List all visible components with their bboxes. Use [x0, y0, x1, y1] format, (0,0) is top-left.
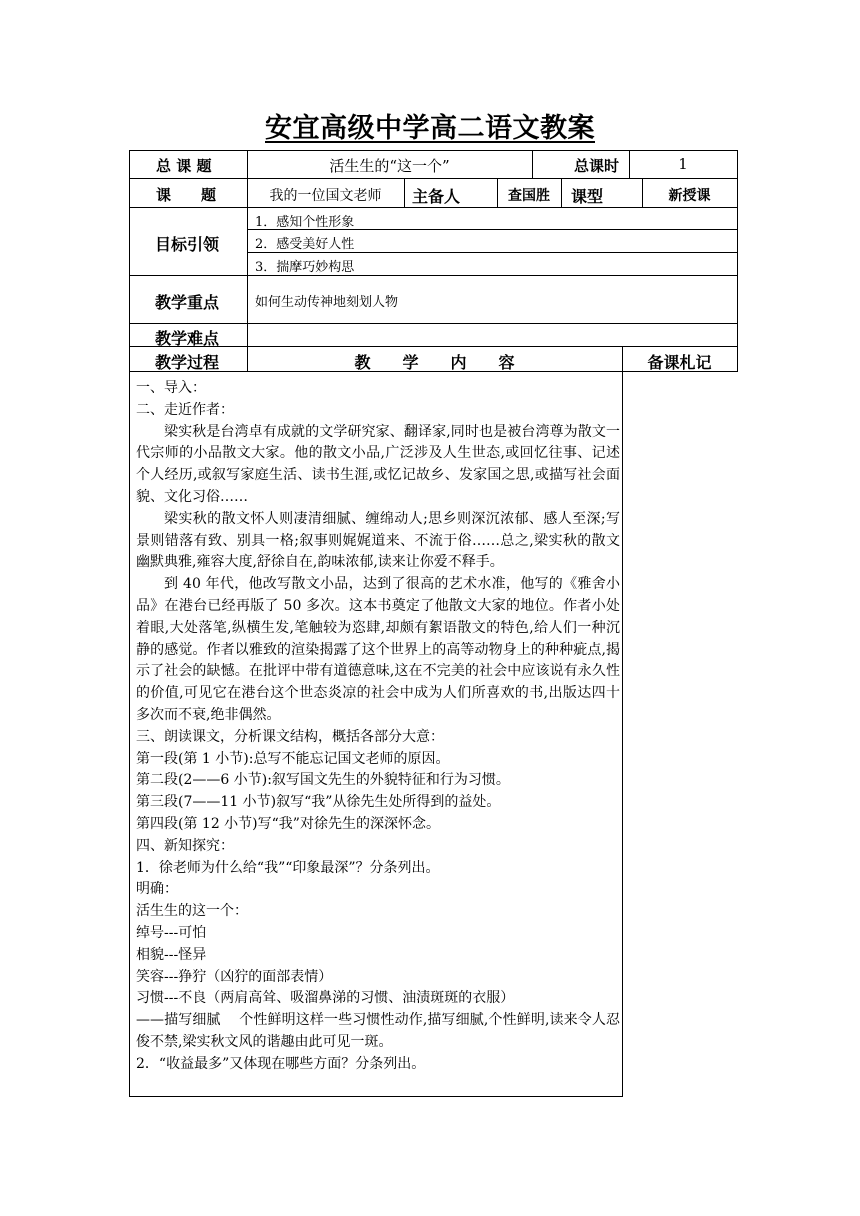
- content-line: 第三段(7——11 小节)叙写“我”从徐先生处所得到的益处。: [136, 794, 501, 811]
- total-topic-value: 活生生的“这一个”: [329, 157, 450, 175]
- content-line: 笑容---狰狞（凶狞的面部表情）: [136, 968, 333, 985]
- content-paragraph: 梁实秋是台湾卓有成就的文学研究家、翻译家,同时也是被台湾尊为散文一代宗师的小品散文大家。他的散文小品,广泛涉及人生世态,或回忆往事、记述个人经历,或叙写家庭生活、读书生涯,或忆记故乡、发家国之思,或描写社会面貌、文化习俗……: [136, 423, 620, 505]
- content-paragraph: 梁实秋的散文怀人则凄清细腻、缠绵动人;思乡则深沉浓郁、感人至深;写景则错落有致、别具一格;叙事则娓娓道来、不流于俗……总之,梁实秋的散文幽默典雅,雍容大度,舒徐自在,韵味浓郁,读来让你爱不释手。: [136, 510, 620, 571]
- lesson-type-value: 新授课: [668, 188, 711, 204]
- content-line: 第四段(第 12 小节)写“我”对徐先生的深深怀念。: [136, 815, 440, 832]
- preparer-label: 主备人: [412, 187, 461, 206]
- topic-label: 课 题: [156, 186, 217, 204]
- content-line: 第二段(2——6 小节):叙写国文先生的外貌特征和行为习惯。: [136, 772, 510, 789]
- content-paragraph: 到 40 年代，他改写散文小品，达到了很高的艺术水准，他写的《雅舍小品》在港台已经再版了 50 多次。这本书奠定了他散文大家的地位。作者小处着眼,大处落笔,纵横生发,笔触较为恣肆,却颇有絮语散文的特色,给人们一种沉静的感觉。作者以雅致的渲染揭露了这个世界上的高等动物身上的种种疵点,揭示了社会的缺憾。在批评中带有道德意味,这在不完美的社会中应该说有永久性的价值,可见它在港台这个世态炎凉的社会中成为人们所喜欢的书,出版达四十多次而不衰,绝非偶然。: [136, 576, 620, 723]
- content-line: 第一段(第 1 小节):总写不能忘记国文老师的原因。: [136, 750, 450, 767]
- page-title: 安宜高级中学高二语文教案: [265, 113, 595, 144]
- content-line: ——描写细腻 个性鲜明这样一些习惯性动作,描写细腻,个性鲜明,读来令人忍俊不禁,梁实秋文风的谐趣由此可见一斑。: [136, 1012, 620, 1050]
- total-hours-value: 1: [678, 155, 688, 173]
- content-line: 四、新知探究：: [136, 837, 234, 854]
- content-line: 绰号---可怕: [136, 924, 207, 941]
- goal-item-3: 3．揣摩巧妙构思: [255, 260, 355, 275]
- content-line: 1．徐老师为什么给“我”“印象最深”？分条列出。: [136, 859, 440, 876]
- goals-label: 目标引领: [155, 235, 220, 254]
- content-line: 三、朗读课文，分析课文结构，概括各部分大意：: [136, 728, 444, 745]
- content-line: 习惯---不良（两肩高耸、吸溜鼻涕的习惯、油渍斑斑的衣服）: [136, 990, 515, 1007]
- key-point-value: 如何生动传神地刻划人物: [255, 295, 399, 310]
- total-topic-label: 总 课 题: [156, 157, 212, 175]
- goal-item-1: 1．感知个性形象: [255, 215, 355, 230]
- content-line: 活生生的这一个：: [136, 903, 248, 920]
- content-label: 教 学 内 容: [354, 353, 515, 372]
- total-hours-label: 总课时: [574, 157, 620, 175]
- goal-item-2: 2．感受美好人性: [255, 237, 355, 252]
- content-line: 一、导入：: [136, 380, 206, 396]
- key-point-label: 教学重点: [155, 293, 220, 312]
- process-label: 教学过程: [155, 353, 220, 372]
- content-line: 相貌---怪异: [136, 946, 207, 963]
- content-line: 2．“收益最多”又体现在哪些方面？分条列出。: [136, 1055, 426, 1072]
- preparer-value: 查国胜: [508, 188, 550, 204]
- lesson-type-label: 课型: [571, 187, 604, 206]
- teaching-content: [136, 378, 620, 1076]
- notes-label: 备课札记: [647, 353, 712, 372]
- difficulty-label: 教学难点: [155, 329, 220, 348]
- content-line: 明确：: [136, 881, 178, 898]
- content-line: 二、走近作者：: [136, 401, 234, 418]
- topic-value: 我的一位国文老师: [269, 188, 382, 204]
